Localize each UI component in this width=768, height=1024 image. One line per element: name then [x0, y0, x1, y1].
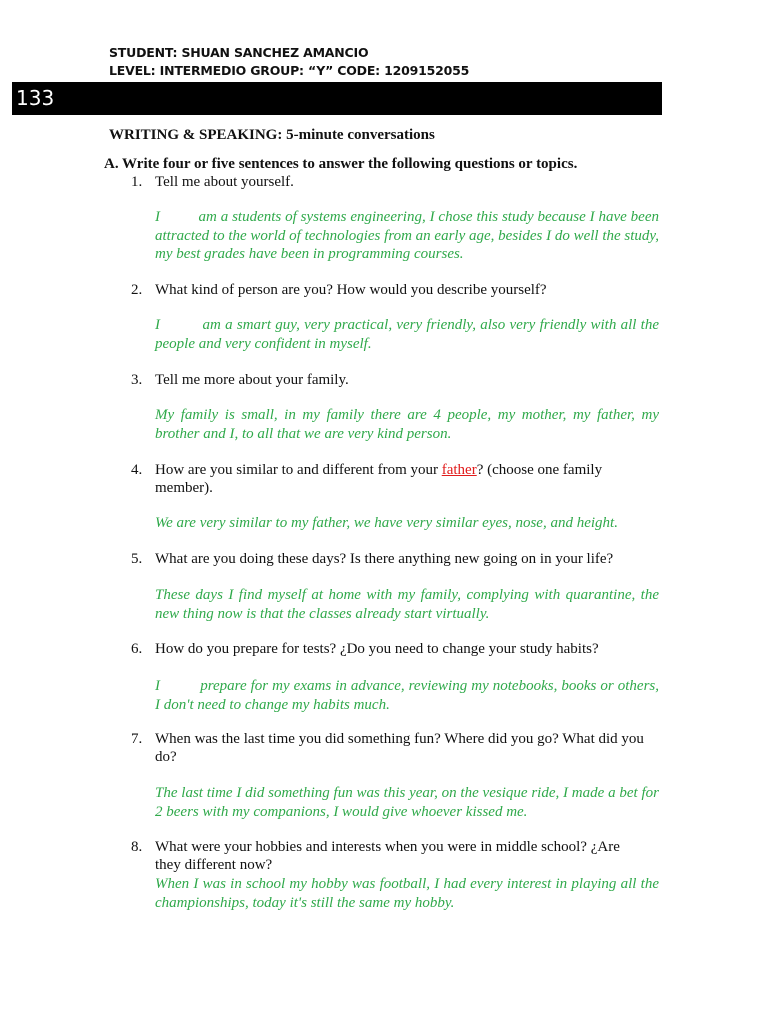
- answer-text: We are very similar to my father, we have very similar eyes, nose, and height.: [155, 515, 618, 531]
- student-header: [109, 44, 469, 80]
- question-number: 6.: [131, 641, 143, 657]
- question-text: What kind of person are you? How would you describe yourself?: [155, 282, 547, 298]
- page-number-bar: [12, 82, 662, 115]
- question-text: How do you prepare for tests? ¿Do you need to change your study habits?: [155, 641, 599, 657]
- answer-text: The last time I did something fun was this year, on the vesique ride, I made a bet for 2 beers with my companions, I would give whoever kissed me.: [155, 785, 659, 820]
- question-text: What were your hobbies and interests when you were in middle school? ¿Are they different now?: [155, 839, 620, 873]
- instruction-heading: A. Write four or five sentences to answer the following questions or topics.: [104, 156, 578, 172]
- answer-text: My family is small, in my family there are 4 people, my mother, my father, my brother and I, to all that we are very kind person.: [155, 407, 659, 442]
- question-number: 2.: [131, 282, 143, 298]
- highlighted-word: father: [441, 462, 477, 478]
- question-text-part: ? (choose one family member).: [155, 462, 603, 496]
- question-number: 8.: [131, 839, 143, 855]
- question-number: 3.: [131, 372, 143, 388]
- question-number: 5.: [131, 551, 143, 567]
- question-text: Tell me about yourself.: [155, 174, 294, 190]
- question-text-part: How are you similar to and different from your: [155, 462, 442, 478]
- question-number: 7.: [131, 731, 143, 747]
- answer-text: These days I find myself at home with my family, complying with quarantine, the new thing now is that the classes already start virtually.: [155, 587, 659, 622]
- level-group-code-line: LEVEL: INTERMEDIO GROUP: “Y” CODE: 1209152055: [109, 63, 470, 78]
- student-name-line: STUDENT: SHUAN SANCHEZ AMANCIO: [109, 45, 369, 60]
- question-text: [155, 461, 625, 497]
- question-text: When was the last time you did something fun? Where did you go? What did you do?: [155, 731, 644, 765]
- answer-text: When I was in school my hobby was football, I had every interest in playing all the championships, today it's still the same my hobby.: [155, 876, 659, 911]
- section-title: WRITING & SPEAKING: 5-minute conversations: [109, 127, 435, 143]
- answer-text: I am a smart guy, very practical, very friendly, also very friendly with all the people and very confident in myself.: [155, 317, 663, 352]
- answer-text: I prepare for my exams in advance, reviewing my notebooks, books or others, I don't need to change my habits much.: [155, 678, 663, 713]
- question-text: Tell me more about your family.: [155, 372, 349, 388]
- question-text: What are you doing these days? Is there anything new going on in your life?: [155, 551, 614, 567]
- question-number: 4.: [131, 462, 143, 478]
- answer-text: I am a students of systems engineering, I chose this study because I have been attracted to the world of technologies from an early age, besides I do well the study, my best grades have been in programming courses.: [155, 209, 663, 262]
- page-number: 133: [16, 86, 55, 110]
- question-number: 1.: [131, 174, 143, 190]
